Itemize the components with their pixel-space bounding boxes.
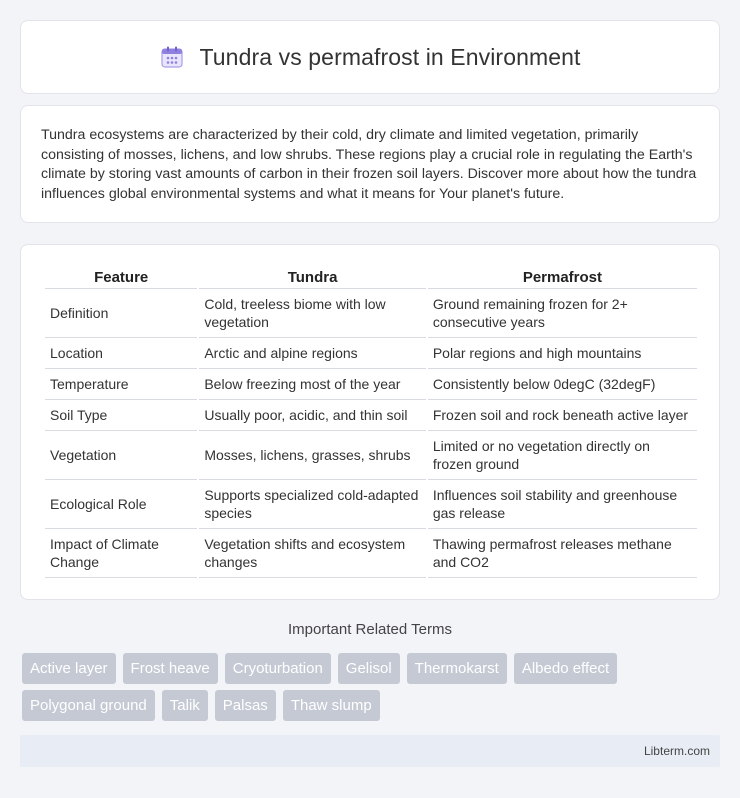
tag-polygonal-ground[interactable]: Polygonal ground (22, 690, 155, 721)
row-permafrost: Frozen soil and rock beneath active layer (428, 399, 697, 430)
tag-frost-heave[interactable]: Frost heave (123, 653, 218, 684)
header-feature: Feature (94, 269, 149, 286)
row-feature: Ecological Role (45, 479, 197, 528)
row-feature: Vegetation (45, 430, 197, 479)
page-title: Tundra vs permafrost in Environment (199, 43, 581, 70)
tag-palsas[interactable]: Palsas (215, 690, 276, 721)
header-card (20, 20, 720, 94)
table-row (45, 288, 697, 337)
related-terms-tags (22, 653, 722, 721)
tag-albedo-effect[interactable]: Albedo effect (514, 653, 617, 684)
header-permafrost: Permafrost (522, 269, 603, 286)
row-tundra: Arctic and alpine regions (199, 337, 425, 368)
table-row (45, 479, 697, 528)
row-permafrost: Ground remaining frozen for 2+ consecutive years (428, 288, 697, 337)
row-feature: Impact of Climate Change (45, 528, 197, 578)
row-feature: Temperature (45, 368, 197, 399)
calendar-icon (159, 44, 185, 70)
table-row (45, 528, 697, 578)
intro-card (20, 105, 720, 223)
tag-thaw-slump[interactable]: Thaw slump (283, 690, 380, 721)
row-feature: Definition (45, 288, 197, 337)
table-row (45, 430, 697, 479)
table-row (45, 399, 697, 430)
footer (20, 735, 720, 767)
table-row (45, 368, 697, 399)
comparison-table (43, 265, 699, 578)
table-header-row (45, 265, 697, 288)
table-row (45, 337, 697, 368)
row-tundra: Supports specialized cold-adapted species (199, 479, 425, 528)
tag-active-layer[interactable]: Active layer (22, 653, 116, 684)
row-permafrost: Influences soil stability and greenhouse gas release (428, 479, 697, 528)
header-tundra: Tundra (287, 269, 338, 286)
row-permafrost: Polar regions and high mountains (428, 337, 697, 368)
intro-text: Tundra ecosystems are characterized by their cold, dry climate and limited vegetation, primarily consisting of mosses, lichens, and low shrubs. These regions play a crucial role in regulating the Earth's climate by storing vast amounts of carbon in their frozen soil layers. Discover more about how the tundra influences global environmental systems and what it means for Your planet's future. (41, 127, 697, 202)
tag-thermokarst[interactable]: Thermokarst (407, 653, 507, 684)
related-terms-title: Important Related Terms (288, 621, 452, 638)
row-tundra: Usually poor, acidic, and thin soil (199, 399, 425, 430)
row-permafrost: Consistently below 0degC (32degF) (428, 368, 697, 399)
row-feature: Soil Type (45, 399, 197, 430)
title-wrap (159, 44, 580, 71)
footer-brand-link[interactable]: Libterm.com (643, 744, 710, 758)
tag-talik[interactable]: Talik (162, 690, 208, 721)
row-permafrost: Limited or no vegetation directly on frozen ground (428, 430, 697, 479)
row-permafrost: Thawing permafrost releases methane and CO2 (428, 528, 697, 578)
row-tundra: Mosses, lichens, grasses, shrubs (199, 430, 425, 479)
row-tundra: Below freezing most of the year (199, 368, 425, 399)
tag-gelisol[interactable]: Gelisol (338, 653, 400, 684)
row-tundra: Vegetation shifts and ecosystem changes (199, 528, 425, 578)
row-feature: Location (45, 337, 197, 368)
comparison-card (20, 244, 720, 600)
row-tundra: Cold, treeless biome with low vegetation (199, 288, 425, 337)
tag-cryoturbation[interactable]: Cryoturbation (225, 653, 331, 684)
